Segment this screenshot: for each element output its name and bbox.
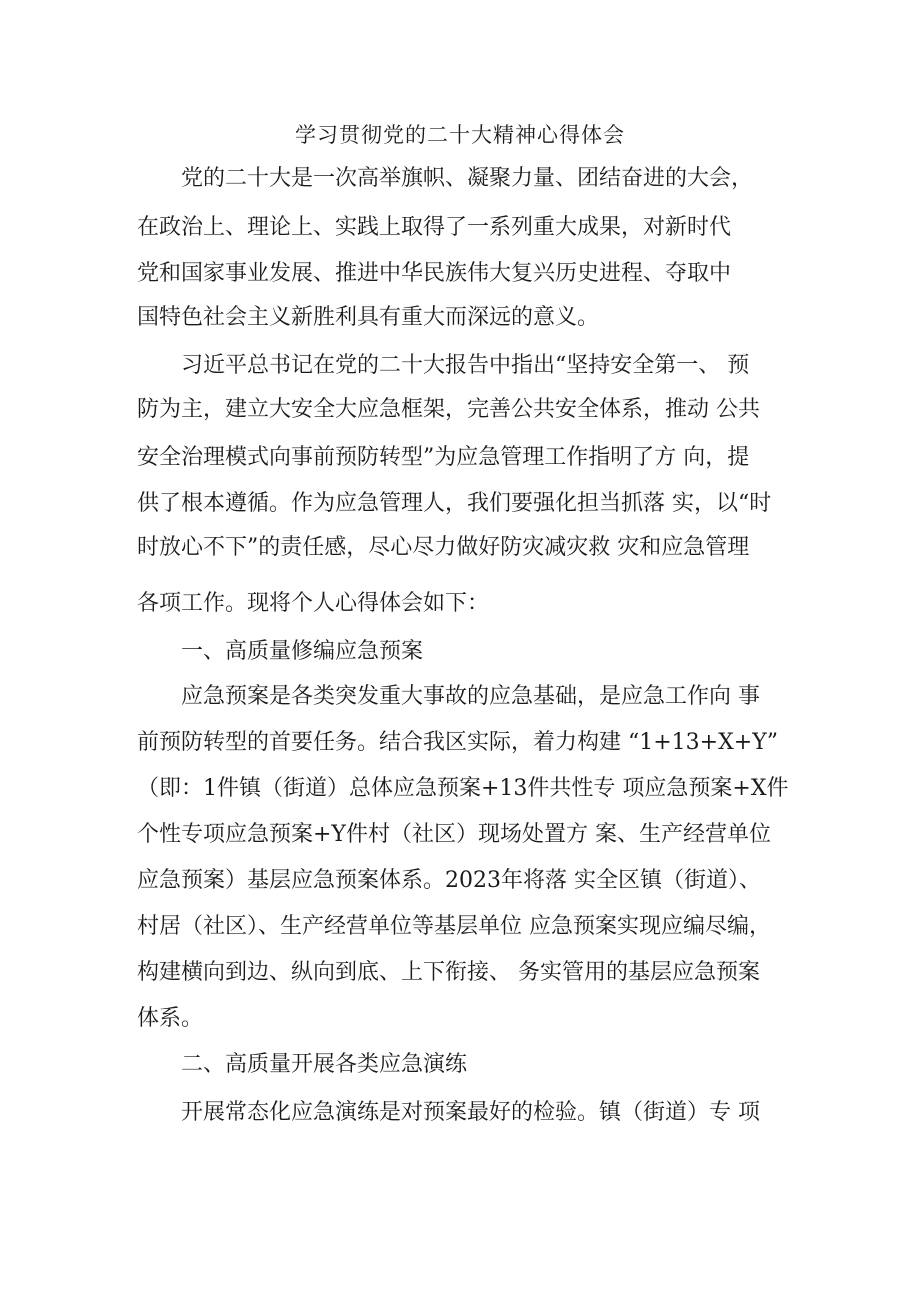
text-line: 安全治理模式向事前预防转型”为应急管理工作指明了方 向，提	[137, 445, 750, 470]
text-line: 应急预案是各类突发重大事故的应急基础，是应急工作向 事	[181, 684, 760, 709]
text-line: 开展常态化应急演练是对预案最好的检验。镇（街道）专 项	[181, 1100, 760, 1125]
text-line: 在政治上、理论上、实践上取得了一系列重大成果，对新时代	[137, 215, 732, 240]
text-line: 供了根本遵循。作为应急管理人，我们要强化担当抓落 实，以“时	[137, 491, 772, 516]
text-line: 个性专项应急预案+Y件村（社区）现场处置方 案、生产经营单位	[137, 822, 771, 847]
text-line: 构建横向到边、纵向到底、上下衔接、 务实管用的基层应急预案	[137, 960, 760, 985]
text-line: 国特色社会主义新胜利具有重大而深远的意义。	[137, 305, 600, 330]
text-line: 二、高质量开展各类应急演练	[181, 1052, 468, 1077]
text-line: 一、高质量修编应急预案	[181, 639, 424, 664]
text-line: 时放心不下”的责任感，尽心尽力做好防灾减灾救 灾和应急管理	[137, 535, 750, 560]
text-line: 应急预案）基层应急预案体系。2023年将落 实全区镇（街道）、	[137, 868, 761, 893]
text-line: 习近平总书记在党的二十大报告中指出“坚持安全第一、 预	[181, 353, 750, 378]
text-line: 村居（社区）、生产经营单位等基层单位 应急预案实现应编尽编，	[137, 914, 771, 939]
text-line: 党的二十大是一次高举旗帜、凝聚力量、团结奋进的大会，	[181, 166, 754, 191]
text-line: 党和国家事业发展、推进中华民族伟大复兴历史进程、夺取中	[137, 261, 732, 286]
text-line: （即：1件镇（街道）总体应急预案+13件共性专 项应急预案+X件	[137, 776, 789, 801]
document-title: 学习贯彻党的二十大精神心得体会	[295, 123, 625, 147]
text-line: 各项工作。现将个人心得体会如下：	[137, 591, 490, 616]
text-line: 体系。	[137, 1006, 204, 1031]
text-line: 前预防转型的首要任务。结合我区实际，着力构建 “1+13+X+Y”	[137, 730, 778, 755]
text-line: 防为主，建立大安全大应急框架，完善公共安全体系，推动 公共	[137, 397, 760, 422]
